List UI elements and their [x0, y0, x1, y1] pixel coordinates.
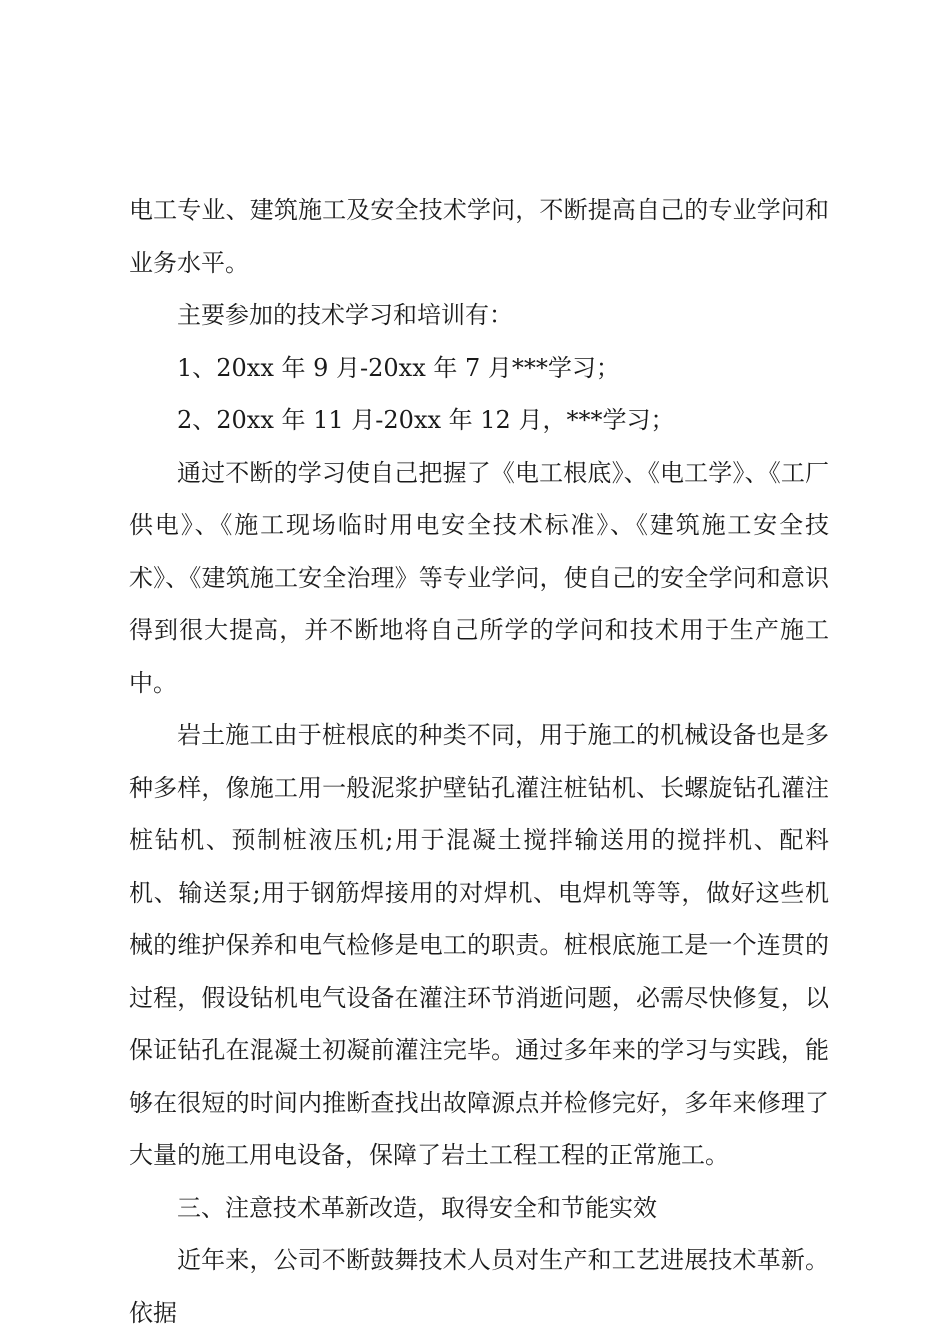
paragraph-training-intro: 主要参加的技术学习和培训有： — [177, 301, 513, 329]
list-item-training-1: 1、20xx 年 9 月-20xx 年 7 月***学习； — [177, 353, 620, 382]
document-body — [129, 184, 829, 1339]
list-item-training-2: 2、20xx 年 11 月-20xx 年 12 月，***学习； — [177, 406, 675, 434]
paragraph-study-results: 通过不断的学习使自己把握了《电工根底》、《电工学》、《工厂供电》、《施工现场临时用电安全技术标准》、《建筑施工安全技术》、《建筑施工安全治理》等专业学问，使自己的安全学问和意识得到很大提高，并不断地将自己所学的学问和技术用于生产施工中。 — [129, 458, 829, 697]
paragraph-continuation: 电工专业、建筑施工及安全技术学问，不断提高自己的专业学问和业务水平。 — [129, 196, 829, 277]
paragraph-innovation: 近年来，公司不断鼓舞技术人员对生产和工艺进展技术革新。依据 — [129, 1246, 829, 1327]
paragraph-equipment-maintenance: 岩土施工由于桩根底的种类不同，用于施工的机械设备也是多种多样，像施工用一般泥浆护壁钻孔灌注桩钻机、长螺旋钻孔灌注桩钻机、预制桩液压机;用于混凝土搅拌输送用的搅拌机、配料机、输送泵;用于钢筋焊接用的对焊机、电焊机等等，做好这些机械的维护保养和电气检修是电工的职责。桩根底施工是一个连贯的过程，假设钻机电气设备在灌注环节消逝问题，必需尽快修复，以保证钻孔在混凝土初凝前灌注完毕。通过多年来的学习与实践，能够在很短的时间内推断查找出故障源点并检修完好，多年来修理了大量的施工用电设备，保障了岩土工程工程的正常施工。 — [129, 721, 829, 1169]
section-heading-3: 三、注意技术革新改造，取得安全和节能实效 — [177, 1193, 657, 1222]
